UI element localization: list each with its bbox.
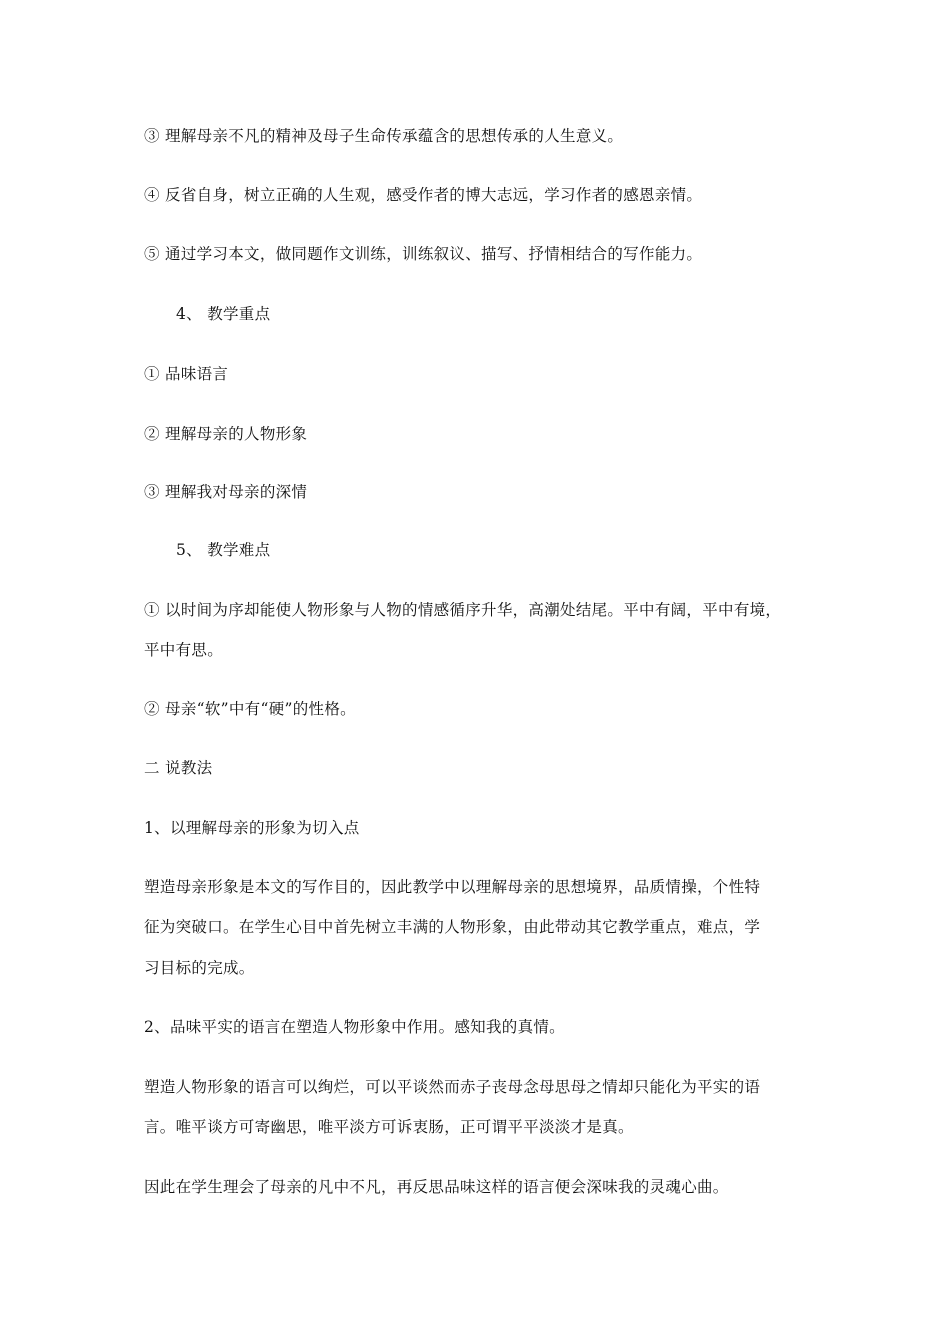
objective-4: ④ 反省自身，树立正确的人生观，感受作者的博大志远，学习作者的感恩亲情。 [144,186,703,204]
focus-item-3: ③ 理解我对母亲的深情 [144,483,308,501]
objective-3: ③ 理解母亲不凡的精神及母子生命传承蕴含的思想传承的人生意义。 [144,127,624,145]
objective-5: ⑤ 通过学习本文，做同题作文训练，训练叙议、描写、抒情相结合的写作能力。 [144,245,703,263]
method-2-para-line-1: 塑造人物形象的语言可以绚烂，可以平谈然而赤子丧母念母思母之情却只能化为平实的语 [144,1078,761,1096]
difficulty-item-1-cont: 平中有思。 [144,641,224,659]
method-2-para-line-2: 言。唯平谈方可寄幽思，唯平淡方可诉衷肠，正可谓平平淡淡才是真。 [144,1118,634,1136]
focus-item-2: ② 理解母亲的人物形象 [144,425,308,443]
difficulty-item-2: ② 母亲“软”中有“硬”的性格。 [144,700,356,718]
heading-teaching-difficulty: 5、 教学难点 [176,541,271,559]
method-1-para-line-2: 征为突破口。在学生心目中首先树立丰满的人物形象，由此带动其它教学重点，难点，学 [144,918,761,936]
focus-item-1: ① 品味语言 [144,365,229,383]
method-2-heading: 2、品味平实的语言在塑造人物形象中作用。感知我的真情。 [144,1018,565,1036]
difficulty-item-1: ① 以时间为序却能使人物形象与人物的情感循序升华，高潮处结尾。平中有阔，平中有境， [144,601,782,619]
method-1-heading: 1、以理解母亲的形象为切入点 [144,819,360,837]
method-2-conclusion: 因此在学生理会了母亲的凡中不凡，再反思品味这样的语言便会深味我的灵魂心曲。 [144,1178,729,1196]
method-1-para-line-1: 塑造母亲形象是本文的写作目的，因此教学中以理解母亲的思想境界，品质情操，个性特 [144,878,761,896]
method-1-para-line-3: 习目标的完成。 [144,959,255,977]
section-heading-methods: 二 说教法 [144,759,213,777]
heading-teaching-focus: 4、 教学重点 [176,305,271,323]
